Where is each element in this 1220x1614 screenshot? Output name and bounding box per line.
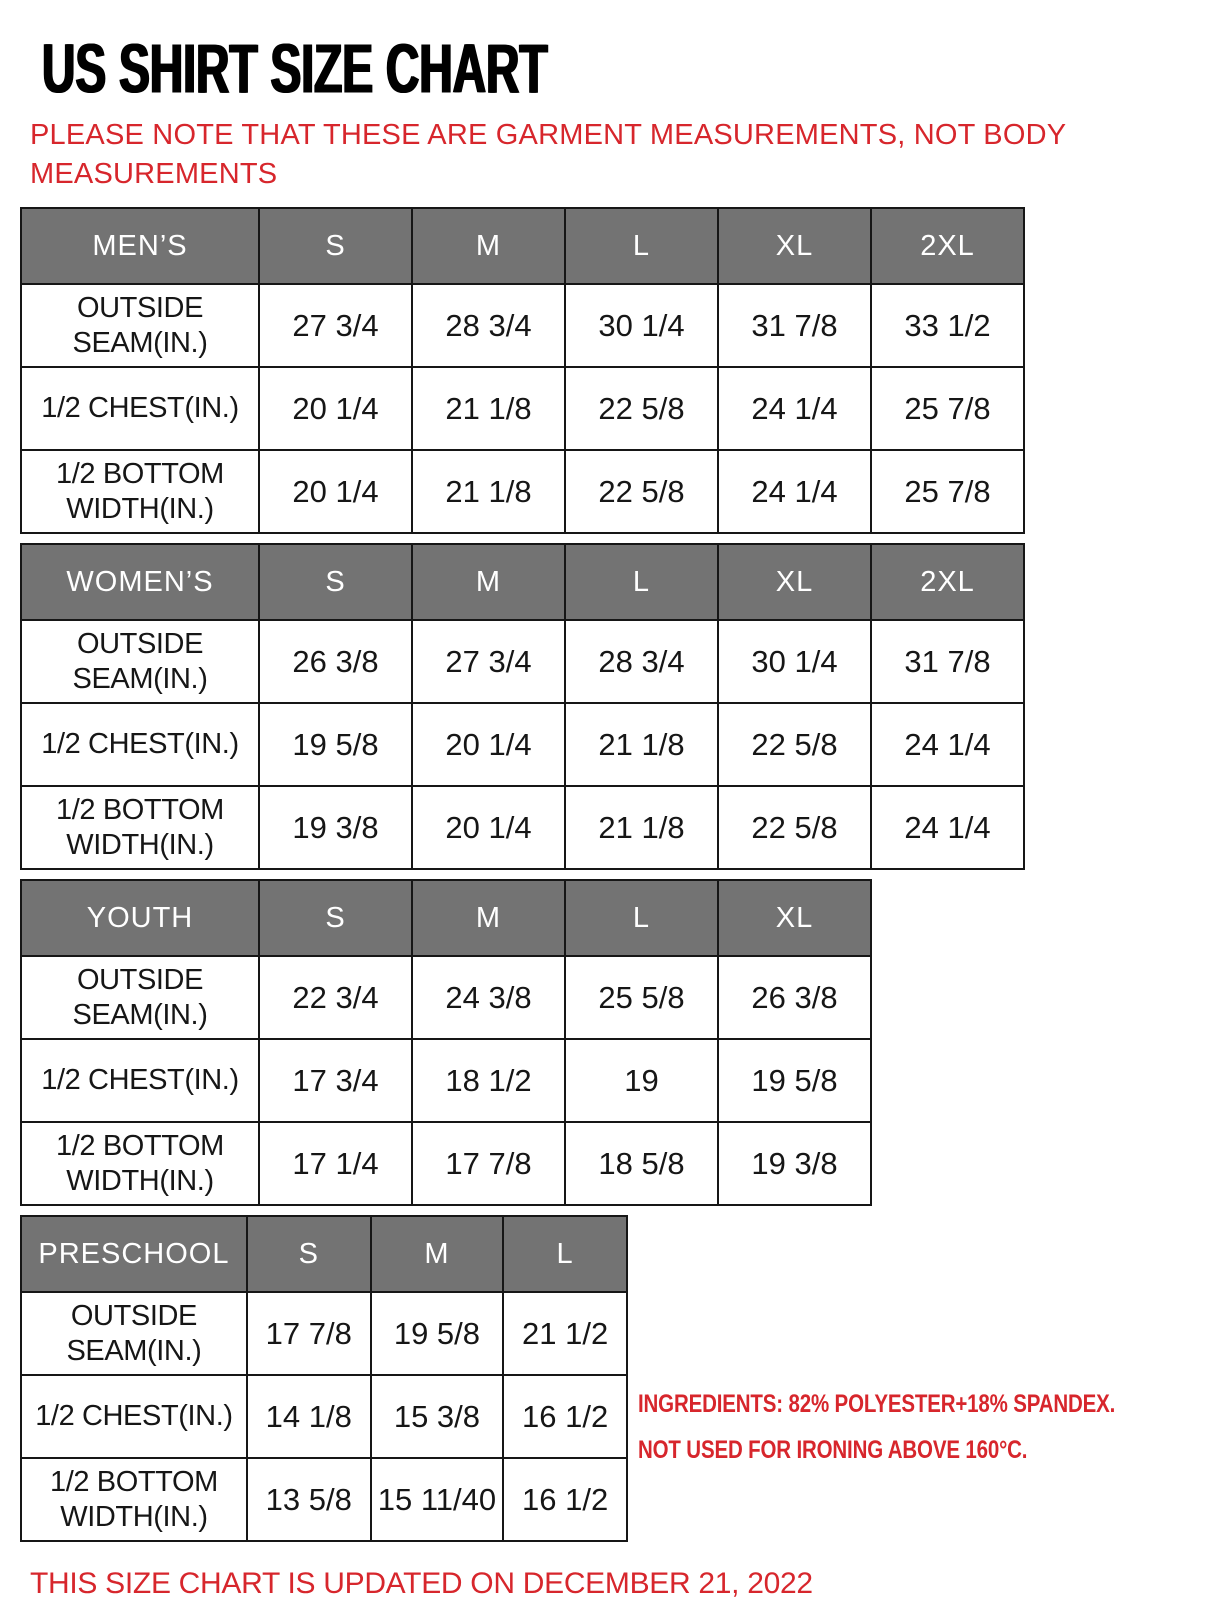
- measurement-value-cell: 24 1/4: [718, 367, 871, 450]
- womens-table: [20, 543, 1025, 870]
- measurement-value-cell: 33 1/2: [871, 284, 1024, 367]
- measurement-value-cell: 15 11/40: [371, 1458, 504, 1541]
- measurement-value-cell: 21 1/8: [565, 786, 718, 869]
- measurement-value-cell: 31 7/8: [718, 284, 871, 367]
- measurement-value-cell: 22 5/8: [565, 367, 718, 450]
- youth-group-header-cell: YOUTH: [21, 880, 259, 956]
- mens-size-header-cell: M: [412, 208, 565, 284]
- garment-note-line-2: MEASUREMENTS: [30, 157, 278, 190]
- row-label-cell: 1/2 BOTTOM WIDTH(IN.): [21, 786, 259, 869]
- measurement-value-cell: 17 7/8: [412, 1122, 565, 1205]
- youth-measurement-row: [21, 956, 871, 1039]
- row-label-cell: 1/2 CHEST(IN.): [21, 1375, 247, 1458]
- mens-measurement-row: [21, 367, 1024, 450]
- measurement-value-cell: 24 3/8: [412, 956, 565, 1039]
- row-label-cell: OUTSIDE SEAM(IN.): [21, 956, 259, 1039]
- mens-size-header-cell: XL: [718, 208, 871, 284]
- measurement-value-cell: 21 1/8: [412, 367, 565, 450]
- measurement-value-cell: 22 3/4: [259, 956, 412, 1039]
- row-label-cell: 1/2 CHEST(IN.): [21, 1039, 259, 1122]
- measurement-value-cell: 28 3/4: [412, 284, 565, 367]
- page-title: US SHIRT SIZE CHART: [42, 28, 548, 108]
- measurement-value-cell: 22 5/8: [718, 703, 871, 786]
- preschool-header-row: [21, 1216, 627, 1292]
- row-label-cell: 1/2 BOTTOM WIDTH(IN.): [21, 450, 259, 533]
- measurement-value-cell: 16 1/2: [503, 1458, 627, 1541]
- youth-header-row: [21, 880, 871, 956]
- womens-size-header-cell: S: [259, 544, 412, 620]
- womens-measurement-row: [21, 786, 1024, 869]
- measurement-value-cell: 25 7/8: [871, 450, 1024, 533]
- measurement-value-cell: 19 3/8: [259, 786, 412, 869]
- youth-measurement-row: [21, 1122, 871, 1205]
- preschool-size-header-cell: S: [247, 1216, 371, 1292]
- measurement-value-cell: 18 1/2: [412, 1039, 565, 1122]
- measurement-value-cell: 17 7/8: [247, 1292, 371, 1375]
- preschool-measurement-row: [21, 1292, 627, 1375]
- womens-size-header-cell: L: [565, 544, 718, 620]
- measurement-value-cell: 24 1/4: [718, 450, 871, 533]
- measurement-value-cell: 26 3/8: [259, 620, 412, 703]
- preschool-group-header-cell: PRESCHOOL: [21, 1216, 247, 1292]
- mens-measurement-row: [21, 450, 1024, 533]
- preschool-table: [20, 1215, 628, 1542]
- row-label-cell: 1/2 BOTTOM WIDTH(IN.): [21, 1122, 259, 1205]
- mens-group-header-cell: MEN’S: [21, 208, 259, 284]
- ingredients-line-2: NOT USED FOR IRONING ABOVE 160°C.: [638, 1435, 1028, 1464]
- womens-size-table: [0, 543, 1220, 870]
- preschool-size-header-cell: L: [503, 1216, 627, 1292]
- measurement-value-cell: 24 1/4: [871, 786, 1024, 869]
- measurement-value-cell: 22 5/8: [565, 450, 718, 533]
- row-label-cell: OUTSIDE SEAM(IN.): [21, 620, 259, 703]
- measurement-value-cell: 27 3/4: [259, 284, 412, 367]
- measurement-value-cell: 20 1/4: [412, 703, 565, 786]
- measurement-value-cell: 21 1/8: [412, 450, 565, 533]
- measurement-value-cell: 24 1/4: [871, 703, 1024, 786]
- row-label-cell: 1/2 BOTTOM WIDTH(IN.): [21, 1458, 247, 1541]
- measurement-value-cell: 18 5/8: [565, 1122, 718, 1205]
- preschool-row: [0, 1215, 1220, 1551]
- womens-size-header-cell: XL: [718, 544, 871, 620]
- measurement-value-cell: 25 7/8: [871, 367, 1024, 450]
- measurement-value-cell: 21 1/2: [503, 1292, 627, 1375]
- measurement-value-cell: 19 5/8: [259, 703, 412, 786]
- measurement-value-cell: 15 3/8: [371, 1375, 504, 1458]
- measurement-value-cell: 30 1/4: [718, 620, 871, 703]
- measurement-value-cell: 22 5/8: [718, 786, 871, 869]
- youth-size-table: [0, 879, 1220, 1206]
- measurement-value-cell: 13 5/8: [247, 1458, 371, 1541]
- measurement-value-cell: 14 1/8: [247, 1375, 371, 1458]
- measurement-value-cell: 20 1/4: [259, 450, 412, 533]
- womens-measurement-row: [21, 703, 1024, 786]
- measurement-value-cell: 26 3/8: [718, 956, 871, 1039]
- preschool-measurement-row: [21, 1375, 627, 1458]
- womens-size-header-cell: M: [412, 544, 565, 620]
- youth-size-header-cell: XL: [718, 880, 871, 956]
- womens-size-header-cell: 2XL: [871, 544, 1024, 620]
- garment-note-line-1: PLEASE NOTE THAT THESE ARE GARMENT MEASUREMENTS, NOT BODY: [30, 119, 1067, 151]
- ingredients-line-1: INGREDIENTS: 82% POLYESTER+18% SPANDEX.: [638, 1389, 1116, 1418]
- mens-size-table: [0, 207, 1220, 534]
- row-label-cell: OUTSIDE SEAM(IN.): [21, 284, 259, 367]
- mens-table: [20, 207, 1025, 534]
- mens-measurement-row: [21, 284, 1024, 367]
- womens-measurement-row: [21, 620, 1024, 703]
- youth-table: [20, 879, 872, 1206]
- mens-size-header-cell: L: [565, 208, 718, 284]
- updated-date-note: THIS SIZE CHART IS UPDATED ON DECEMBER 21, 2022: [30, 1567, 813, 1601]
- mens-header-row: [21, 208, 1024, 284]
- measurement-value-cell: 20 1/4: [259, 367, 412, 450]
- measurement-value-cell: 21 1/8: [565, 703, 718, 786]
- measurement-value-cell: 27 3/4: [412, 620, 565, 703]
- measurement-value-cell: 16 1/2: [503, 1375, 627, 1458]
- measurement-value-cell: 17 1/4: [259, 1122, 412, 1205]
- youth-size-header-cell: S: [259, 880, 412, 956]
- womens-header-row: [21, 544, 1024, 620]
- row-label-cell: 1/2 CHEST(IN.): [21, 703, 259, 786]
- measurement-value-cell: 28 3/4: [565, 620, 718, 703]
- youth-size-header-cell: M: [412, 880, 565, 956]
- measurement-value-cell: 20 1/4: [412, 786, 565, 869]
- ingredients-note: [638, 1381, 1115, 1474]
- youth-measurement-row: [21, 1039, 871, 1122]
- youth-size-header-cell: L: [565, 880, 718, 956]
- measurement-value-cell: 17 3/4: [259, 1039, 412, 1122]
- measurement-value-cell: 19: [565, 1039, 718, 1122]
- garment-measurements-note: [30, 116, 1220, 193]
- measurement-value-cell: 31 7/8: [871, 620, 1024, 703]
- measurement-value-cell: 19 3/8: [718, 1122, 871, 1205]
- measurement-value-cell: 30 1/4: [565, 284, 718, 367]
- row-label-cell: OUTSIDE SEAM(IN.): [21, 1292, 247, 1375]
- womens-group-header-cell: WOMEN’S: [21, 544, 259, 620]
- preschool-measurement-row: [21, 1458, 627, 1541]
- measurement-value-cell: 19 5/8: [371, 1292, 504, 1375]
- preschool-size-table: [0, 1215, 628, 1551]
- mens-size-header-cell: 2XL: [871, 208, 1024, 284]
- preschool-size-header-cell: M: [371, 1216, 504, 1292]
- row-label-cell: 1/2 CHEST(IN.): [21, 367, 259, 450]
- measurement-value-cell: 25 5/8: [565, 956, 718, 1039]
- mens-size-header-cell: S: [259, 208, 412, 284]
- measurement-value-cell: 19 5/8: [718, 1039, 871, 1122]
